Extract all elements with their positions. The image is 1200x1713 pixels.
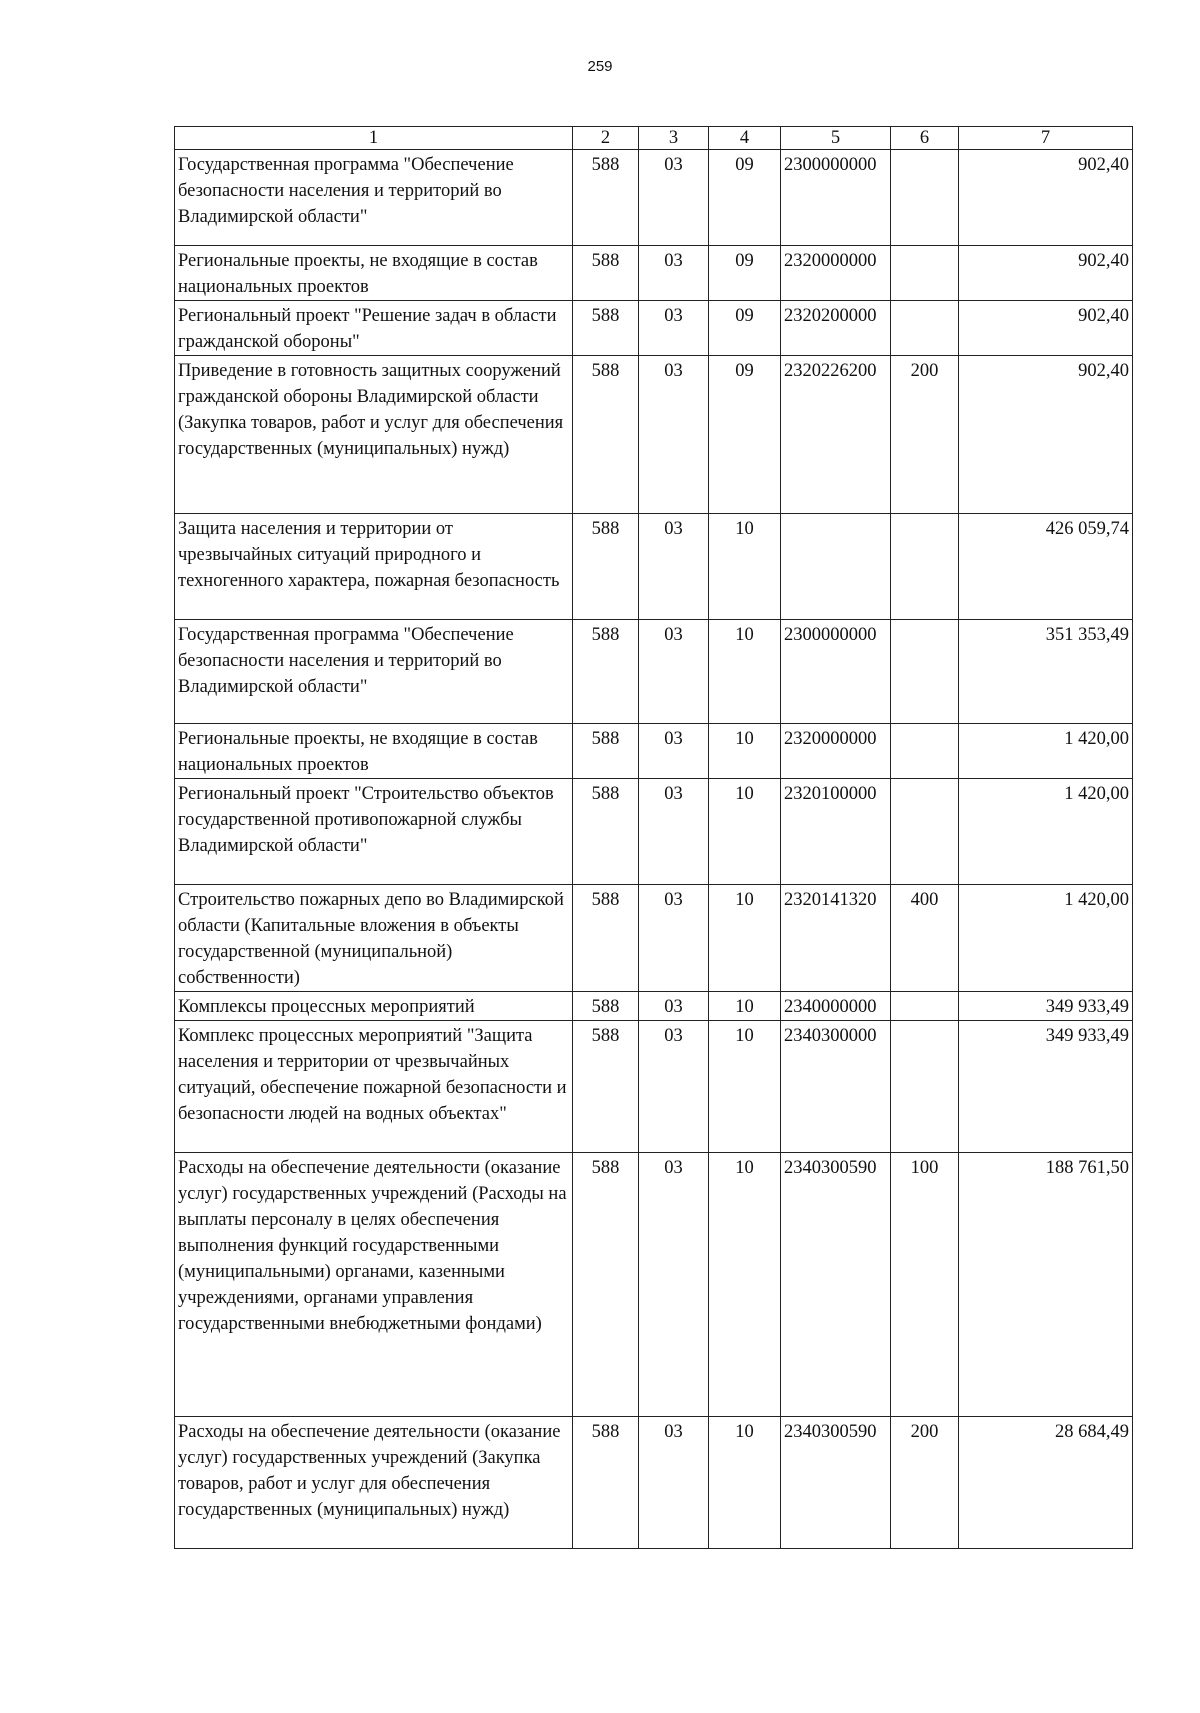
row-vr: 100 — [891, 1153, 959, 1417]
row-name: Региональные проекты, не входящие в состав национальных проектов — [175, 724, 573, 779]
table-row — [175, 1153, 1133, 1417]
row-ved: 588 — [573, 1021, 639, 1153]
row-csr: 2340300590 — [781, 1153, 891, 1417]
row-name: Приведение в готовность защитных сооружений гражданской обороны Владимирской области (Закупка товаров, работ и услуг для обеспечения государственных (муниципальных) нужд) — [175, 356, 573, 514]
row-csr: 2320141320 — [781, 885, 891, 992]
row-pr: 09 — [709, 301, 781, 356]
row-pr: 09 — [709, 150, 781, 246]
header-cell: 4 — [709, 127, 781, 150]
header-cell: 3 — [639, 127, 709, 150]
row-name: Расходы на обеспечение деятельности (оказание услуг) государственных учреждений (Расходы на выплаты персоналу в целях обеспечения выполнения функций государственными (муниципальными) органами, казенными учреждениями, органами управления государственными внебюджетными фондами) — [175, 1153, 573, 1417]
row-name: Комплексы процессных мероприятий — [175, 992, 573, 1021]
table-row — [175, 885, 1133, 992]
page-number: 259 — [587, 58, 613, 75]
row-csr: 2340000000 — [781, 992, 891, 1021]
row-rz: 03 — [639, 514, 709, 620]
row-rz: 03 — [639, 150, 709, 246]
row-pr: 10 — [709, 724, 781, 779]
row-vr — [891, 1021, 959, 1153]
row-csr: 2320100000 — [781, 779, 891, 885]
row-rz: 03 — [639, 356, 709, 514]
row-ved: 588 — [573, 779, 639, 885]
row-vr — [891, 620, 959, 724]
row-name: Региональный проект "Строительство объектов государственной противопожарной службы Владимирской области" — [175, 779, 573, 885]
row-rz: 03 — [639, 246, 709, 301]
row-vr — [891, 150, 959, 246]
row-name: Строительство пожарных депо во Владимирской области (Капитальные вложения в объекты государственной (муниципальной) собственности) — [175, 885, 573, 992]
header-cell: 5 — [781, 127, 891, 150]
row-sum: 1 420,00 — [959, 724, 1133, 779]
row-name: Защита населения и территории от чрезвычайных ситуаций природного и техногенного характера, пожарная безопасность — [175, 514, 573, 620]
row-rz: 03 — [639, 724, 709, 779]
table-row — [175, 246, 1133, 301]
row-vr — [891, 301, 959, 356]
row-csr: 2320000000 — [781, 246, 891, 301]
row-sum: 902,40 — [959, 150, 1133, 246]
row-ved: 588 — [573, 514, 639, 620]
row-rz: 03 — [639, 1021, 709, 1153]
table-row — [175, 1021, 1133, 1153]
row-ved: 588 — [573, 150, 639, 246]
row-vr — [891, 992, 959, 1021]
row-name: Государственная программа "Обеспечение безопасности населения и территорий во Владимирской области" — [175, 150, 573, 246]
row-ved: 588 — [573, 1153, 639, 1417]
row-vr — [891, 779, 959, 885]
row-pr: 10 — [709, 620, 781, 724]
row-vr — [891, 246, 959, 301]
row-sum: 1 420,00 — [959, 885, 1133, 992]
row-sum: 1 420,00 — [959, 779, 1133, 885]
table-row — [175, 1417, 1133, 1549]
row-sum: 28 684,49 — [959, 1417, 1133, 1549]
row-pr: 10 — [709, 1417, 781, 1549]
table-row — [175, 779, 1133, 885]
row-sum: 902,40 — [959, 246, 1133, 301]
row-name: Расходы на обеспечение деятельности (оказание услуг) государственных учреждений (Закупка товаров, работ и услуг для обеспечения государственных (муниципальных) нужд) — [175, 1417, 573, 1549]
row-csr: 2320200000 — [781, 301, 891, 356]
row-sum: 351 353,49 — [959, 620, 1133, 724]
row-sum: 349 933,49 — [959, 992, 1133, 1021]
budget-table — [174, 126, 1133, 1549]
row-ved: 588 — [573, 356, 639, 514]
row-vr — [891, 514, 959, 620]
row-ved: 588 — [573, 620, 639, 724]
row-sum: 349 933,49 — [959, 1021, 1133, 1153]
row-csr: 2300000000 — [781, 620, 891, 724]
table-row — [175, 301, 1133, 356]
row-pr: 10 — [709, 992, 781, 1021]
row-rz: 03 — [639, 301, 709, 356]
row-rz: 03 — [639, 992, 709, 1021]
row-rz: 03 — [639, 620, 709, 724]
row-sum: 902,40 — [959, 356, 1133, 514]
row-name: Комплекс процессных мероприятий "Защита населения и территории от чрезвычайных ситуаций, обеспечение пожарной безопасности и безопасности людей на водных объектах" — [175, 1021, 573, 1153]
row-ved: 588 — [573, 1417, 639, 1549]
header-row — [175, 127, 1133, 150]
row-sum: 902,40 — [959, 301, 1133, 356]
row-csr: 2340300000 — [781, 1021, 891, 1153]
row-csr: 2300000000 — [781, 150, 891, 246]
row-ved: 588 — [573, 992, 639, 1021]
row-pr: 10 — [709, 1153, 781, 1417]
table-row — [175, 724, 1133, 779]
row-pr: 09 — [709, 356, 781, 514]
row-ved: 588 — [573, 246, 639, 301]
row-csr: 2320000000 — [781, 724, 891, 779]
row-rz: 03 — [639, 1417, 709, 1549]
row-name: Региональные проекты, не входящие в состав национальных проектов — [175, 246, 573, 301]
row-pr: 10 — [709, 779, 781, 885]
row-vr: 200 — [891, 1417, 959, 1549]
row-vr — [891, 724, 959, 779]
row-csr — [781, 514, 891, 620]
header-cell: 7 — [959, 127, 1133, 150]
table-row — [175, 992, 1133, 1021]
row-csr: 2340300590 — [781, 1417, 891, 1549]
row-pr: 10 — [709, 514, 781, 620]
row-name: Государственная программа "Обеспечение безопасности населения и территорий во Владимирской области" — [175, 620, 573, 724]
row-ved: 588 — [573, 301, 639, 356]
table-row — [175, 514, 1133, 620]
row-pr: 10 — [709, 885, 781, 992]
row-rz: 03 — [639, 779, 709, 885]
row-rz: 03 — [639, 885, 709, 992]
row-name: Региональный проект "Решение задач в области гражданской обороны" — [175, 301, 573, 356]
row-sum: 426 059,74 — [959, 514, 1133, 620]
row-ved: 588 — [573, 885, 639, 992]
row-pr: 09 — [709, 246, 781, 301]
table-row — [175, 620, 1133, 724]
row-pr: 10 — [709, 1021, 781, 1153]
table-row — [175, 150, 1133, 246]
row-csr: 2320226200 — [781, 356, 891, 514]
row-vr: 200 — [891, 356, 959, 514]
header-cell: 1 — [175, 127, 573, 150]
row-vr: 400 — [891, 885, 959, 992]
row-ved: 588 — [573, 724, 639, 779]
header-cell: 6 — [891, 127, 959, 150]
header-cell: 2 — [573, 127, 639, 150]
row-rz: 03 — [639, 1153, 709, 1417]
table-row — [175, 356, 1133, 514]
row-sum: 188 761,50 — [959, 1153, 1133, 1417]
